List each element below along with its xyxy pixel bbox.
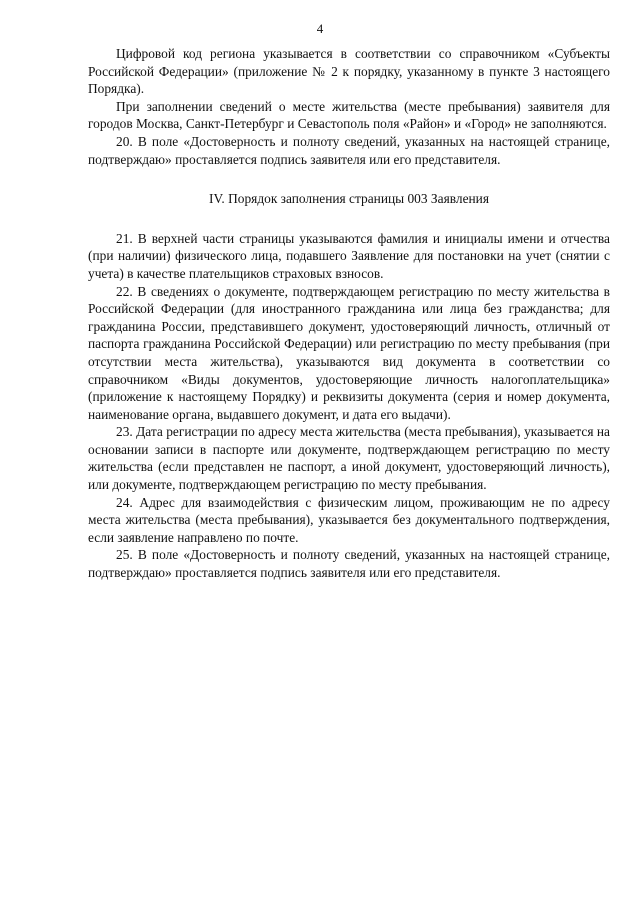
paragraph-item-23: 23. Дата регистрации по адресу места жительства (места пребывания), указывается на основании записи в паспорте или документе, подтверждающем регистрацию по месту жительства (если представлен не паспорт, а иной документ, удостоверяющий личность), или документе, подтверждающем регистрацию по месту пребывания. (88, 424, 610, 493)
section-heading: IV. Порядок заполнения страницы 003 Заявления (209, 191, 489, 207)
paragraph-item-25: 25. В поле «Достоверность и полноту сведений, указанных на настоящей странице, подтверждаю» проставляется подпись заявителя или его представителя. (88, 547, 610, 581)
paragraph-item-22: 22. В сведениях о документе, подтверждающем регистрацию по месту жительства в Российской Федерации (для иностранного гражданина или лица без гражданства; для гражданина России, представившего документ, удостоверяющий личность, отличный от паспорта гражданина Российской Федерации) или регистрацию по месту пребывания (при отсутствии места жительства), указываются вид документа в соответствии со справочником «Виды документов, удостоверяющие личность налогоплательщика» (приложение к настоящему Порядку) и реквизиты документа (серия и номер документа, наименование органа, выдавшего документ, и дата его выдачи). (88, 283, 610, 422)
paragraph-item-24: 24. Адрес для взаимодействия с физическим лицом, проживающим не по адресу места жительства (места пребывания), указывается без документального подтверждения, если заявление направлено по почте. (88, 494, 610, 545)
page-number: 4 (316, 21, 324, 36)
paragraph-region-code: Цифровой код региона указывается в соответствии со справочником «Субъекты Российской Федерации» (приложение № 2 к порядку, указанному в пункте 3 настоящего Порядка). (88, 46, 610, 97)
paragraph-item-21: 21. В верхней части страницы указываются фамилия и инициалы имени и отчества (при наличии) физического лица, подавшего Заявление для постановки на учет (снятии с учета) в качестве плательщиков страховых взносов. (88, 230, 610, 281)
paragraph-city-fields: При заполнении сведений о месте жительства (месте пребывания) заявителя для городов Москва, Санкт-Петербург и Севастополь поля «Район» и «Город» не заполняются. (88, 98, 610, 132)
document-body (88, 45, 610, 582)
paragraph-item-20: 20. В поле «Достоверность и полноту сведений, указанных на настоящей странице, подтверждаю» проставляется подпись заявителя или его представителя. (88, 133, 610, 167)
